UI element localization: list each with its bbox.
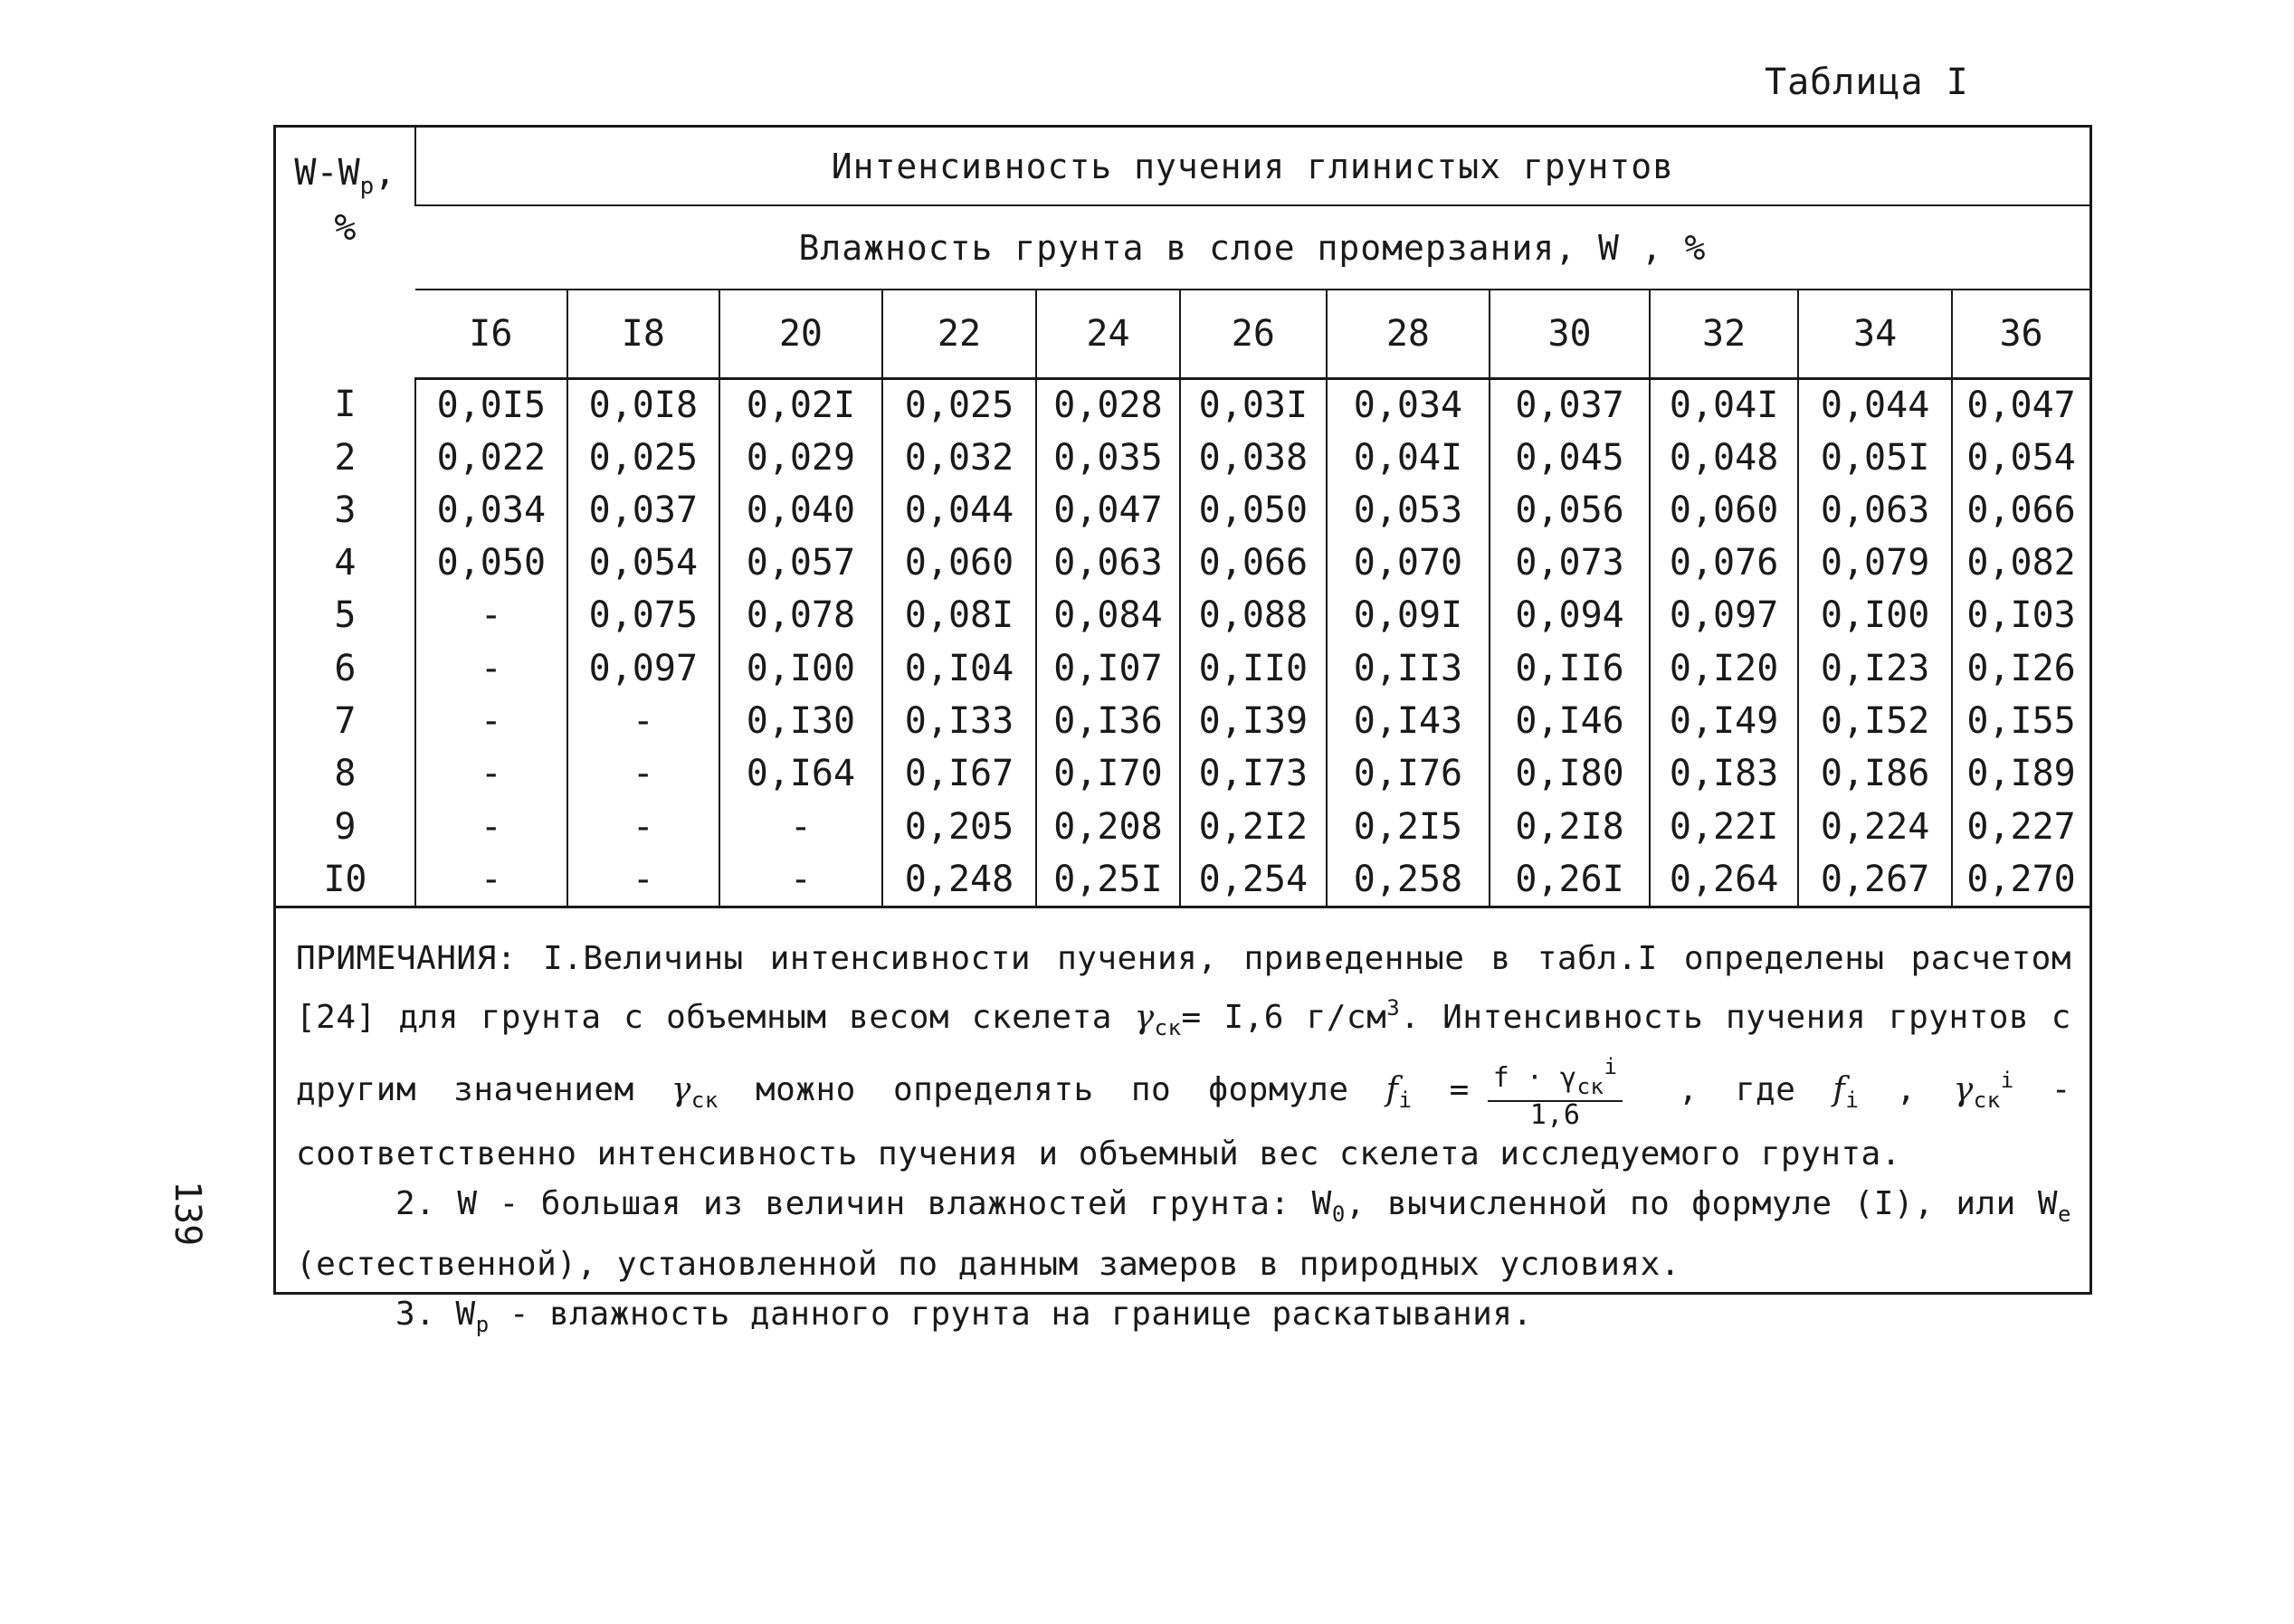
table-cell: 0,I00 — [719, 642, 882, 695]
table-cell: 0,050 — [415, 537, 567, 589]
column-header: 36 — [1952, 290, 2089, 378]
page-number: 139 — [167, 1181, 208, 1247]
row-label: 6 — [334, 647, 357, 689]
table-cell: 0,I67 — [882, 747, 1036, 800]
table-cell: 0,I76 — [1327, 747, 1490, 800]
table-cell: 0,09I — [1327, 589, 1490, 641]
table-cell: 0,035 — [1036, 432, 1180, 484]
table-cell: 0,I83 — [1650, 747, 1798, 800]
table-cell: 0,I86 — [1798, 747, 1952, 800]
table-cell: 0,2I8 — [1490, 800, 1650, 852]
table-cell: 0,063 — [1798, 484, 1952, 537]
table-cell: 0,25I — [1036, 853, 1180, 906]
table-cell: 0,I20 — [1650, 642, 1798, 695]
table-cell: 0,I23 — [1798, 642, 1952, 695]
table-cell: 0,054 — [567, 537, 719, 589]
table-cell: 0,078 — [719, 589, 882, 641]
table-cell: 0,04I — [1327, 432, 1490, 484]
table-cell: - — [719, 800, 882, 852]
table-cell: 0,I80 — [1490, 747, 1650, 800]
table-cell: 0,038 — [1180, 432, 1327, 484]
table-cell: 0,034 — [1327, 378, 1490, 431]
table-cell: - — [415, 695, 567, 747]
table-cell: 0,I03 — [1952, 589, 2089, 641]
column-header: 22 — [882, 290, 1036, 378]
row-label: 7 — [334, 699, 357, 742]
table-cell: 0,I64 — [719, 747, 882, 800]
table-cell: 0,025 — [567, 432, 719, 484]
table-cell: 0,I33 — [882, 695, 1036, 747]
table-cell: 0,270 — [1952, 853, 2089, 906]
table-cell: 0,I43 — [1327, 695, 1490, 747]
table-cell: - — [567, 695, 719, 747]
table-cell: 0,II6 — [1490, 642, 1650, 695]
row-label: 2 — [334, 436, 357, 479]
table-cell: - — [415, 589, 567, 641]
table-cell: 0,048 — [1650, 432, 1798, 484]
table-cell: - — [415, 642, 567, 695]
row-label: 5 — [334, 594, 357, 637]
table-cell: 0,I26 — [1952, 642, 2089, 695]
table-row — [276, 800, 2089, 852]
table-cell: 0,208 — [1036, 800, 1180, 852]
table-cell: 0,205 — [882, 800, 1036, 852]
column-header-row — [276, 290, 2089, 378]
table-cell: 0,050 — [1180, 484, 1327, 537]
table-row — [276, 695, 2089, 747]
table-cell: - — [415, 800, 567, 852]
table-row — [276, 378, 2089, 431]
table-cell: 0,029 — [719, 432, 882, 484]
table-cell: 0,264 — [1650, 853, 1798, 906]
table-cell: 0,063 — [1036, 537, 1180, 589]
table-cell: 0,03I — [1180, 378, 1327, 431]
table-cell: 0,025 — [882, 378, 1036, 431]
table-cell: 0,08I — [882, 589, 1036, 641]
table-cell: 0,056 — [1490, 484, 1650, 537]
table-cell: 0,254 — [1180, 853, 1327, 906]
table-row — [276, 484, 2089, 537]
table-cell: 0,047 — [1952, 378, 2089, 431]
table-cell: 0,267 — [1798, 853, 1952, 906]
table-cell: 0,248 — [882, 853, 1036, 906]
table-row — [276, 853, 2089, 906]
table-cell: 0,037 — [567, 484, 719, 537]
table-cell: 0,044 — [882, 484, 1036, 537]
row-label: I0 — [323, 858, 367, 900]
table-cell: 0,040 — [719, 484, 882, 537]
table-cell: 0,045 — [1490, 432, 1650, 484]
table-cell: 0,053 — [1327, 484, 1490, 537]
table-cell: - — [567, 853, 719, 906]
table-cell: 0,I00 — [1798, 589, 1952, 641]
table-cell: 0,II0 — [1180, 642, 1327, 695]
table-cell: 0,060 — [882, 537, 1036, 589]
table-row — [276, 537, 2089, 589]
table-cell: 0,066 — [1180, 537, 1327, 589]
table-cell: - — [567, 800, 719, 852]
table-cell: - — [415, 747, 567, 800]
formula: $f \cdot \gamma_{ск}^i$ 1,6 — [1488, 1053, 1623, 1129]
table-cell: 0,I73 — [1180, 747, 1327, 800]
table-cell: 0,084 — [1036, 589, 1180, 641]
row-label: 9 — [334, 805, 357, 848]
table-cell: 0,I46 — [1490, 695, 1650, 747]
table-cell: 0,I89 — [1952, 747, 2089, 800]
column-header: 28 — [1327, 290, 1490, 378]
row-header-cell — [276, 128, 415, 378]
column-header: 20 — [719, 290, 882, 378]
column-header: 30 — [1490, 290, 1650, 378]
notes-section — [276, 906, 2089, 1350]
note-3: 3. $W_p$ - влажность данного грунта на границе раскатывания. — [395, 1296, 1533, 1337]
table-cell: 0,022 — [415, 432, 567, 484]
table-caption: Таблица I — [1765, 62, 1969, 103]
table-cell: 0,079 — [1798, 537, 1952, 589]
table-cell: 0,2I2 — [1180, 800, 1327, 852]
column-header: 26 — [1180, 290, 1327, 378]
table-cell: 0,I39 — [1180, 695, 1327, 747]
table-cell: - — [415, 853, 567, 906]
table-cell: - — [567, 747, 719, 800]
table-cell: 0,I30 — [719, 695, 882, 747]
note-2: 2. W - большая из величин влажностей грунта: $W_0$, вычисленной по формуле (I), или $W_e$ (естественной), установленной по данным замеров в природных условиях. — [296, 1185, 2071, 1283]
table-cell: 0,26I — [1490, 853, 1650, 906]
table-cell: 0,258 — [1327, 853, 1490, 906]
table-frame — [273, 125, 2092, 1337]
row-header-unit: % — [334, 207, 357, 250]
table-cell: 0,02I — [719, 378, 882, 431]
column-header: 32 — [1650, 290, 1798, 378]
row-label: I — [334, 384, 357, 426]
table-cell: 0,I52 — [1798, 695, 1952, 747]
table-cell: 0,032 — [882, 432, 1036, 484]
row-label: 4 — [334, 542, 357, 584]
table-cell: 0,075 — [567, 589, 719, 641]
table-cell: 0,I07 — [1036, 642, 1180, 695]
column-header: 24 — [1036, 290, 1180, 378]
table-cell: 0,088 — [1180, 589, 1327, 641]
table-cell: 0,0I8 — [567, 378, 719, 431]
table-cell: 0,224 — [1798, 800, 1952, 852]
table-title: Интенсивность пучения глинистых грунтов — [415, 128, 2089, 205]
note-1: ПРИМЕЧАНИЯ: I.Величины интенсивности пучения, приведенные в табл.I определены расчетом [24] для грунта с объемным весом скелета $\gamma_{ск}= I,6$ $г/см^3$. Интенсивность пучения грунтов с другим значением $\gamma_{ск}$ можно определять по формуле $f_i$ = $f \cdot \gamma_{ск}^i$ 1,6 , где $f_i$ , $\gamma_{ск}^i$ - соответственно интенсивность пучения и объемный вес скелета исследуемого грунта. — [296, 940, 2071, 1173]
column-header: I8 — [567, 290, 719, 378]
table-row — [276, 589, 2089, 641]
table-cell: 0,097 — [1650, 589, 1798, 641]
table-cell: 0,II3 — [1327, 642, 1490, 695]
table-cell: 0,057 — [719, 537, 882, 589]
table-cell: 0,I55 — [1952, 695, 2089, 747]
table-cell: 0,070 — [1327, 537, 1490, 589]
table-cell: 0,04I — [1650, 378, 1798, 431]
row-header-label: $W-W_p$, — [294, 152, 396, 200]
table-row — [276, 432, 2089, 484]
table-cell: 0,05I — [1798, 432, 1952, 484]
table-cell: 0,227 — [1952, 800, 2089, 852]
frost-heave-table — [276, 128, 2089, 906]
table-cell: 0,066 — [1952, 484, 2089, 537]
table-cell: 0,076 — [1650, 537, 1798, 589]
row-label: 3 — [334, 489, 357, 531]
table-cell: 0,044 — [1798, 378, 1952, 431]
table-cell: 0,I04 — [882, 642, 1036, 695]
row-label: 8 — [334, 753, 357, 795]
table-cell: 0,I49 — [1650, 695, 1798, 747]
table-cell: 0,I70 — [1036, 747, 1180, 800]
table-cell: 0,097 — [567, 642, 719, 695]
table-cell: 0,054 — [1952, 432, 2089, 484]
table-cell: 0,22I — [1650, 800, 1798, 852]
table-cell: 0,037 — [1490, 378, 1650, 431]
table-cell: 0,060 — [1650, 484, 1798, 537]
table-row — [276, 642, 2089, 695]
table-cell: 0,I36 — [1036, 695, 1180, 747]
table-cell: 0,028 — [1036, 378, 1180, 431]
table-cell: 0,0I5 — [415, 378, 567, 431]
table-cell: 0,2I5 — [1327, 800, 1490, 852]
table-cell: 0,082 — [1952, 537, 2089, 589]
column-header: I6 — [415, 290, 567, 378]
table-subtitle: Влажность грунта в слое промерзания, W , % — [415, 205, 2089, 289]
column-header: 34 — [1798, 290, 1952, 378]
table-cell: 0,094 — [1490, 589, 1650, 641]
table-cell: 0,073 — [1490, 537, 1650, 589]
table-cell: 0,047 — [1036, 484, 1180, 537]
table-cell: 0,034 — [415, 484, 567, 537]
table-cell: - — [719, 853, 882, 906]
table-row — [276, 747, 2089, 800]
